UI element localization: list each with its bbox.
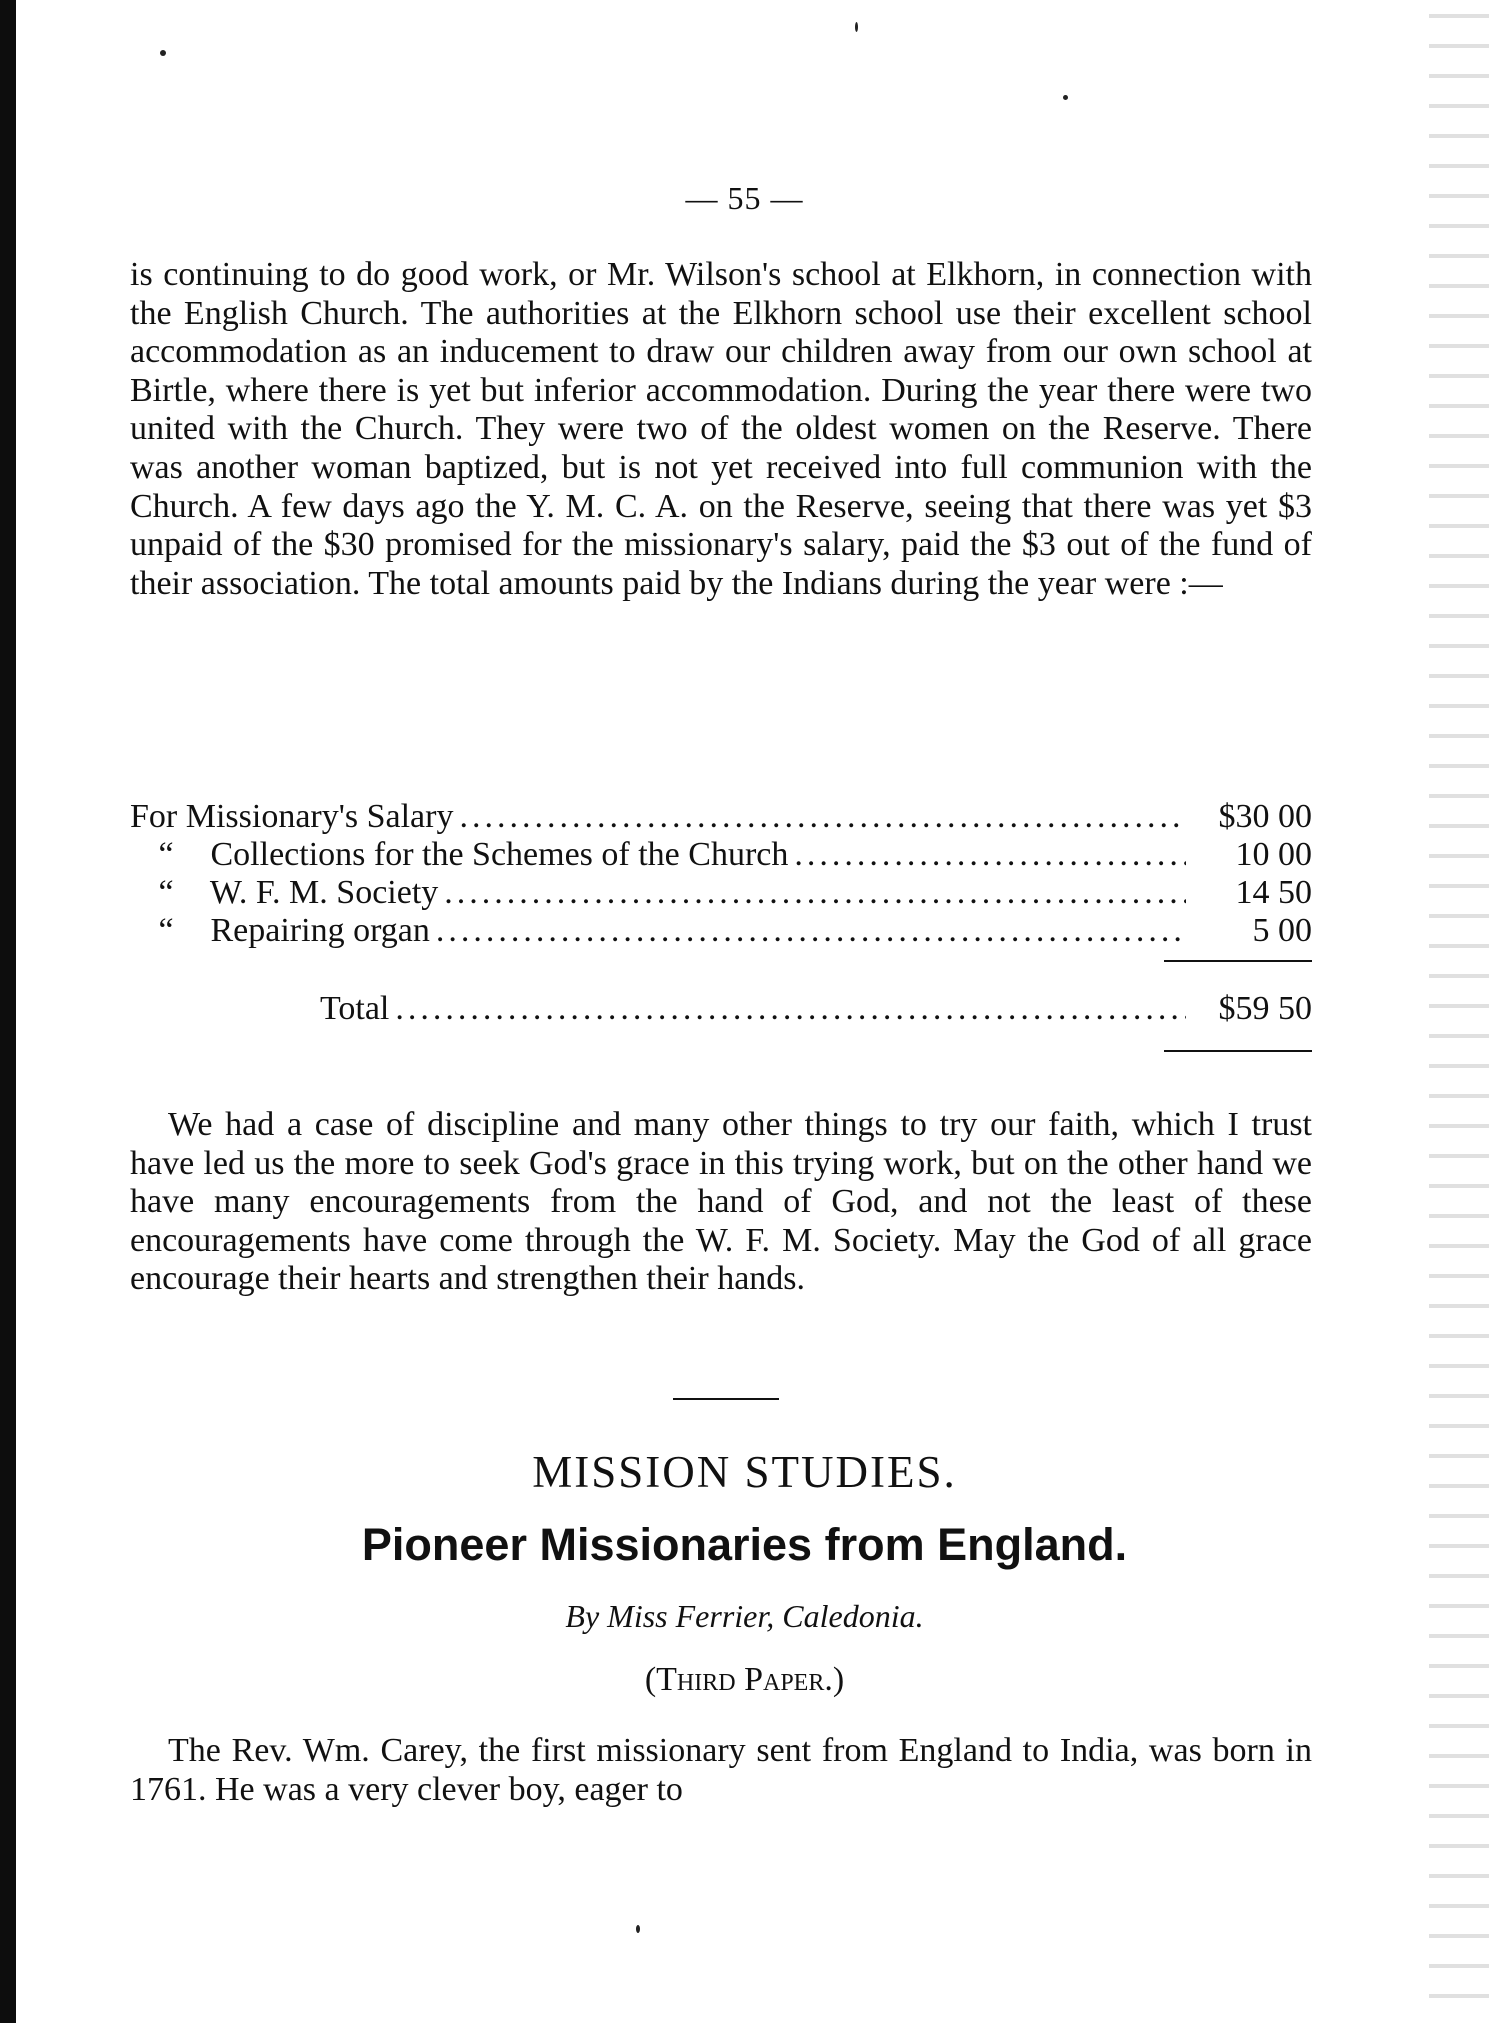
ledger-prefix: “ [158,836,174,873]
page-edge-shadow [1429,0,1489,2023]
discipline-paragraph [130,1106,1312,1299]
ledger-total-row [130,990,1312,1028]
dot-leader [459,798,1186,836]
section-title: MISSION STUDIES. [532,1447,957,1497]
ledger-prefix: “ [158,874,174,911]
paper-note: (Third Paper.) [644,1661,845,1698]
ledger-amount: 14 50 [1235,874,1312,911]
carey-paragraph [130,1732,1312,1809]
ledger-item: Missionary's Salary [185,798,454,835]
print-speck [160,50,166,56]
ledger-row [130,836,1312,874]
print-speck [1063,95,1068,100]
ledger-row [130,912,1312,950]
ledger-item: Collections for the Schemes of the Church [210,836,789,873]
dot-leader [794,836,1186,874]
ledger-amount: 5 00 [1252,912,1312,949]
ledger-prefix: For [130,798,178,835]
ledger-row-label [130,874,438,912]
byline: By Miss Ferrier, Caledonia. [565,1598,924,1634]
ledger-prefix: “ [158,912,174,949]
ledger-item: Repairing organ [210,912,430,949]
print-speck [636,1925,640,1933]
page-number: — 55 — [685,180,804,216]
ledger-total-amount: $59 50 [1218,990,1312,1027]
subtotal-rule [1164,960,1312,962]
ledger-amount: 10 00 [1235,836,1312,873]
paragraph-text: We had a case of discipline and many other things to try our faith, which I trust have led us the more to seek God's grace in this trying work, but on the other hand we have many encouragements from the hand of God, and not the least of these encouragements have come through the W. F. M. Society. May the God of all grace encourage their hearts and strengthen their hands. [130,1106,1312,1298]
ledger-row [130,798,1312,836]
binding-edge [0,0,16,2023]
article-title: Pioneer Missionaries from England. [361,1519,1128,1570]
ledger-total-label: Total [320,990,390,1027]
paragraph-text: is continuing to do good work, or Mr. Wilson's school at Elkhorn, in connection with the English Church. The authorities at the Elkhorn school use their excellent school accommodation as an inducement to draw our children away from our own school at Birtle, where there is yet but inferior accommodation. During the year there were two united with the Church. They were two of the oldest women on the Reserve. There was another woman baptized, but is not yet received into full communion with the Church. A few days ago the Y. M. C. A. on the Reserve, seeing that there was yet $3 unpaid of the $30 promised for the missionary's salary, paid the $3 out of the fund of their association. The total amounts paid by the Indians during the year were :— [130,256,1312,602]
ledger-row-label [130,798,453,836]
total-rule [1164,1050,1312,1052]
dot-leader [436,912,1186,950]
section-divider [673,1398,779,1400]
print-speck [855,22,858,32]
dot-leader [444,874,1186,912]
ledger-row [130,874,1312,912]
opening-paragraph [130,256,1312,603]
ledger-amount: $30 00 [1218,798,1312,835]
dot-leader [395,990,1186,1028]
ledger-row-label [130,836,788,874]
paragraph-text: The Rev. Wm. Carey, the first missionary sent from England to India, was born in 1761. He was a very clever boy, eager to [130,1732,1312,1808]
ledger-item: W. F. M. Society [209,874,439,911]
ledger-row-label [130,912,430,950]
